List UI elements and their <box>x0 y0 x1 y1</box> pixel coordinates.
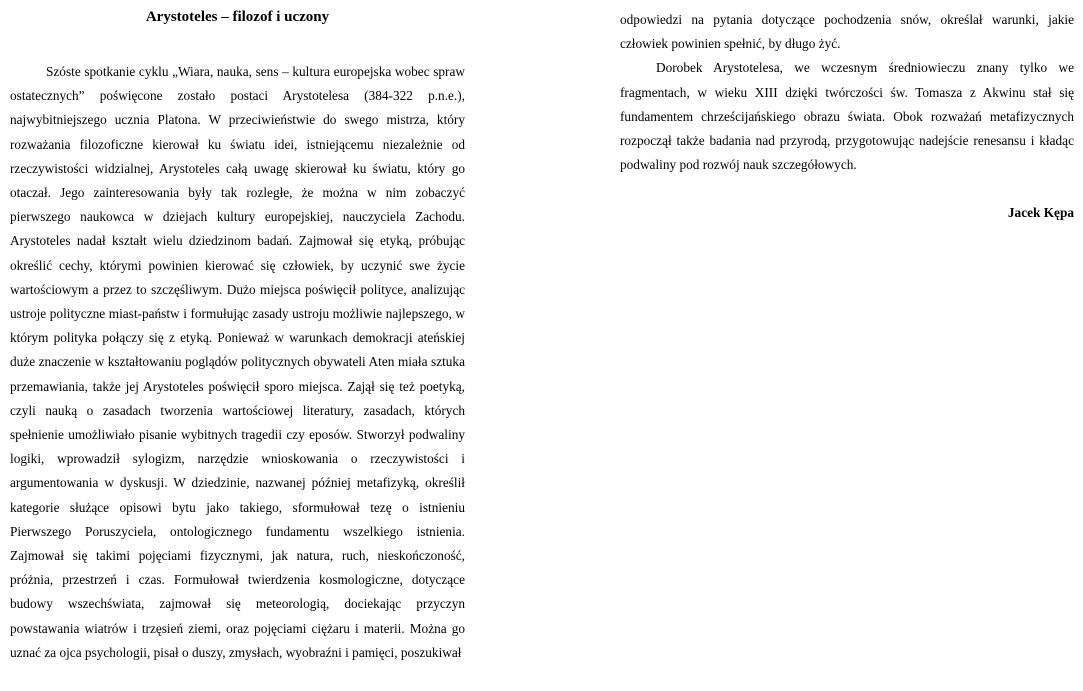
right-column <box>620 8 1074 225</box>
paragraph-1: Szóste spotkanie cyklu „Wiara, nauka, sens – kultura europejska wobec spraw ostatecznych” poświęcone zostało postaci Arystotelesa (384-322 p.n.e.), najwybitniejszego ucznia Platona. W przeciwieństwie do swego mistrza, który rozważania filozoficzne kierował ku światu idei, istniejącemu niezależnie od rzeczywistości widzialnej, Arystoteles całą uwagę skierował ku światu, który go otaczał. Jego zainteresowania były tak rozległe, że można w nim zobaczyć pierwszego naukowca w dziejach kultury europejskiej, nauczyciela Zachodu. Arystoteles nadał kształt wielu dziedzinom badań. Zajmował się etyką, próbując określić cechy, którymi powinien kierować się człowiek, by uczynić swe życie wartościowym a przez to szczęśliwym. Dużo miejsca poświęcił polityce, analizując ustroje polityczne miast-państw i formułując zasady ustroju możliwie najlepszego, w którym polityka połączy się z etyką. Ponieważ w warunkach demokracji ateńskiej duże znaczenie w kształtowaniu poglądów politycznych obywateli Aten miała sztuka przemawiania, także jej Arystoteles poświęcił sporo miejsca. Zajął się też poetyką, czyli nauką o zasadach tworzenia wartościowej literatury, zasadach, których spełnienie umożliwiało pisanie wybitnych tragedii czy eposów. Stworzył podwaliny logiki, wprowadził sylogizm, narzędzie wnioskowania o rzeczywistości i argumentowania w dyskusji. W dziedzinie, nazwanej później metafizyką, określił kategorie służące opisowi bytu jako takiego, sformułował tezę o istnieniu Pierwszego Poruszyciela, ontologicznego fundamentu wszelkiego istnienia. Zajmował się takimi pojęciami fizycznymi, jak natura, ruch, nieskończoność, próżnia, przestrzeń i czas. Formułował twierdzenia kosmologiczne, dotyczące budowy wszechświata, zajmował się meteorologią, dociekając przyczyn powstawania wiatrów i trzęsień ziemi, oraz pojęciami ciężaru i materii. Można go uznać za ojca psychologii, pisał o duszy, zmysłach, wyobraźni i pamięci, poszukiwał <box>10 64 465 660</box>
paragraph-1-continued: odpowiedzi na pytania dotyczące pochodzenia snów, określał warunki, jakie człowiek powinien spełnić, by długo żyć. <box>620 12 1074 52</box>
left-column <box>10 8 465 665</box>
paragraph-2: Dorobek Arystotelesa, we wczesnym średniowieczu znany tylko we fragmentach, w wieku XIII dzięki twórczości św. Tomasza z Akwinu stał się fundamentem chrześcijańskiego obrazu świata. Obok rozważań metafizycznych rozpoczął także badania nad przyrodą, przygotowując nadejście renesansu i kładąc podwaliny pod rozwój nauk szczegółowych. <box>620 60 1074 173</box>
author-signature: Jacek Kępa <box>1007 205 1074 221</box>
article-title: Arystoteles – filozof i uczony <box>145 9 330 25</box>
